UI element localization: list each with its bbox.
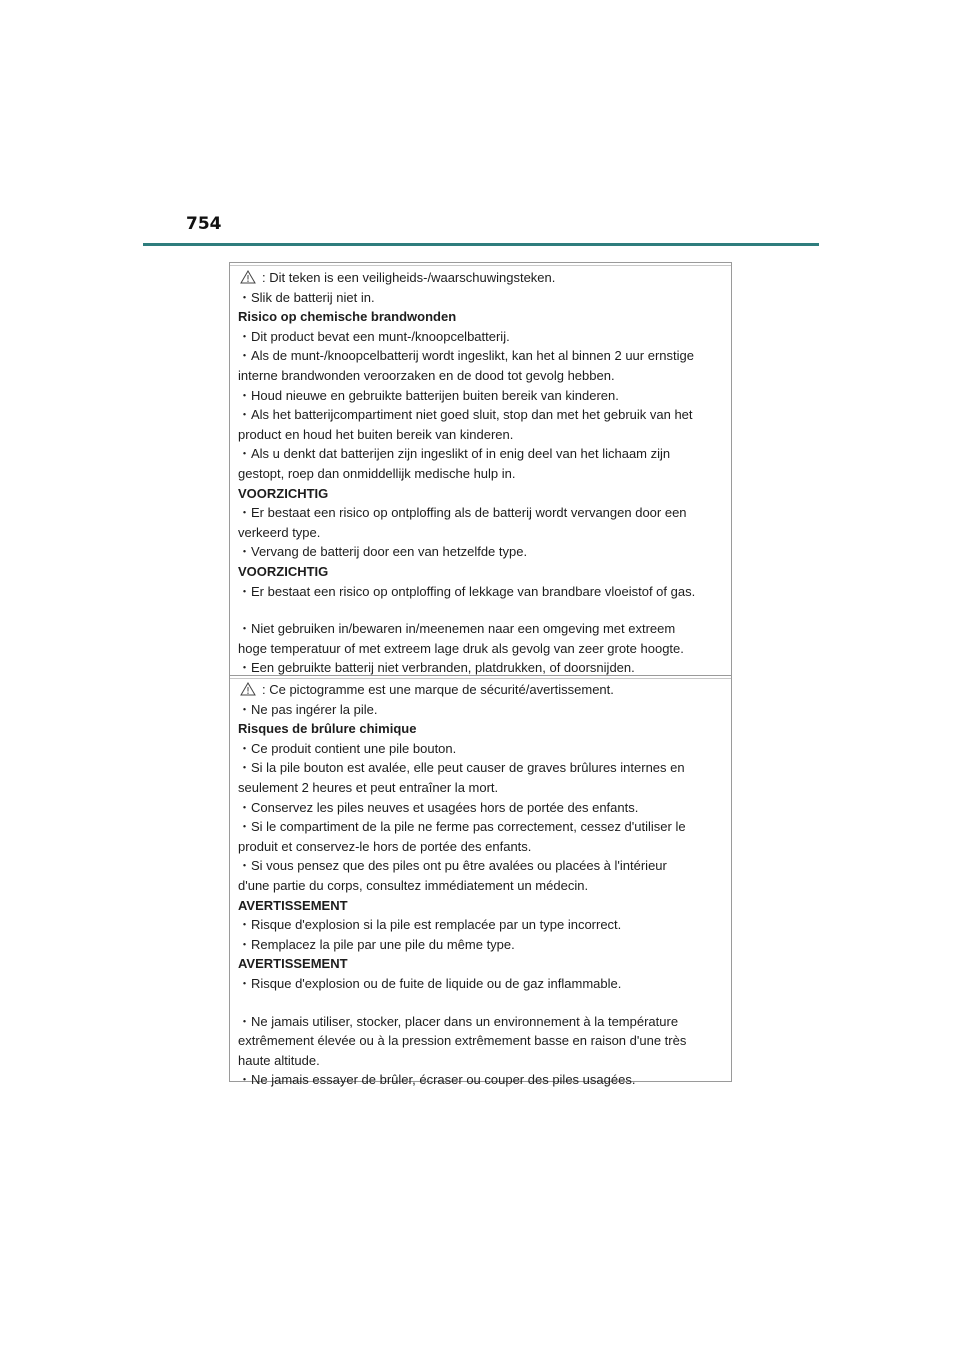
french-lines [238,680,727,1090]
french-warning-section [230,676,731,1088]
french-text-line: ・Si le compartiment de la pile ne ferme pas correctement, cessez d'utiliser le [238,819,686,835]
dutch-heading: VOORZICHTIG [238,563,329,579]
french-text-line: ・Remplacez la pile par une pile du même type. [238,936,515,952]
dutch-symbol-line [238,268,727,288]
french-text-line: ・Ne jamais essayer de brûler, écraser ou couper des piles usagées. [238,1072,636,1088]
french-heading: AVERTISSEMENT [238,956,348,972]
dutch-text-line: hoge temperatuur of met extreem lage druk als gevolg van zeer grote hoogte. [238,640,684,656]
dutch-text-line: ・Slik de batterij niet in. [238,289,375,305]
dutch-lines [238,268,727,678]
french-text-line: haute altitude. [238,1052,320,1068]
french-heading: AVERTISSEMENT [238,897,348,913]
warning-triangle-icon [240,270,256,284]
french-text-line [238,994,727,1012]
dutch-text-line: ・Houd nieuwe en gebruikte batterijen buiten bereik van kinderen. [238,387,619,403]
french-text-line: produit et conservez-le hors de portée des enfants. [238,838,532,854]
dutch-heading: VOORZICHTIG [238,485,329,501]
dutch-text-line: ・Een gebruikte batterij niet verbranden, platdrukken, of doorsnijden. [238,660,635,676]
dutch-heading: Risico op chemische brandwonden [238,309,457,325]
french-text-line: ・Conservez les piles neuves et usagées hors de portée des enfants. [238,799,639,815]
dutch-warning-section [230,263,731,676]
page-number: 754 [186,214,222,234]
dutch-body [238,288,727,678]
dutch-text-line: ・Als het batterijcompartiment niet goed sluit, stop dan met het gebruik van het [238,407,693,423]
dutch-text-line: verkeerd type. [238,524,321,540]
french-text-line: ・Risque d'explosion ou de fuite de liquide ou de gaz inflammable. [238,975,622,991]
battery-warning-box [229,262,732,1088]
french-text-line: extrêmement élevée ou à la pression extrêmement basse en raison d'une très [238,1033,687,1049]
dutch-text-line [238,601,727,619]
french-text-line: ・Risque d'explosion si la pile est remplacée par un type incorrect. [238,917,622,933]
french-text-line: ・Ce produit contient une pile bouton. [238,740,457,756]
dutch-symbol-text: : Dit teken is een veiligheids-/waarschuwingsteken. [262,270,556,285]
dutch-text-line: ・Als u denkt dat batterijen zijn ingeslikt of in enig deel van het lichaam zijn [238,446,671,462]
french-symbol-text: : Ce pictogramme est une marque de sécurité/avertissement. [262,682,614,697]
french-text-line: ・Ne jamais utiliser, stocker, placer dans un environnement à la température [238,1013,679,1029]
dutch-text-line: ・Vervang de batterij door een van hetzelfde type. [238,544,528,560]
french-heading: Risques de brûlure chimique [238,721,417,737]
header-rule [143,243,819,246]
dutch-text-line: ・Er bestaat een risico op ontploffing als de batterij wordt vervangen door een [238,505,687,521]
warning-triangle-icon [240,682,256,696]
french-symbol-line [238,680,727,700]
dutch-text-line: ・Er bestaat een risico op ontploffing of lekkage van brandbare vloeistof of gas. [238,583,696,599]
dutch-text-line: ・Als de munt-/knoopcelbatterij wordt ingeslikt, kan het al binnen 2 uur ernstige [238,348,694,364]
dutch-text-line: product en houd het buiten bereik van kinderen. [238,426,514,442]
french-text-line: d'une partie du corps, consultez immédiatement un médecin. [238,877,589,893]
french-text-line: ・Si la pile bouton est avalée, elle peut causer de graves brûlures internes en [238,760,685,776]
dutch-text-line: interne brandwonden veroorzaken en de dood tot gevolg hebben. [238,367,615,383]
french-text-line: ・Ne pas ingérer la pile. [238,701,378,717]
dutch-text-line: ・Dit product bevat een munt-/knoopcelbatterij. [238,328,510,344]
french-body [238,700,727,1090]
french-text-line: ・Si vous pensez que des piles ont pu être avalées ou placées à l'intérieur [238,858,667,874]
dutch-text-line: gestopt, roep dan onmiddellijk medische hulp in. [238,465,516,481]
french-text-line: seulement 2 heures et peut entraîner la mort. [238,779,499,795]
dutch-text-line: ・Niet gebruiken in/bewaren in/meenemen naar een omgeving met extreem [238,621,676,637]
